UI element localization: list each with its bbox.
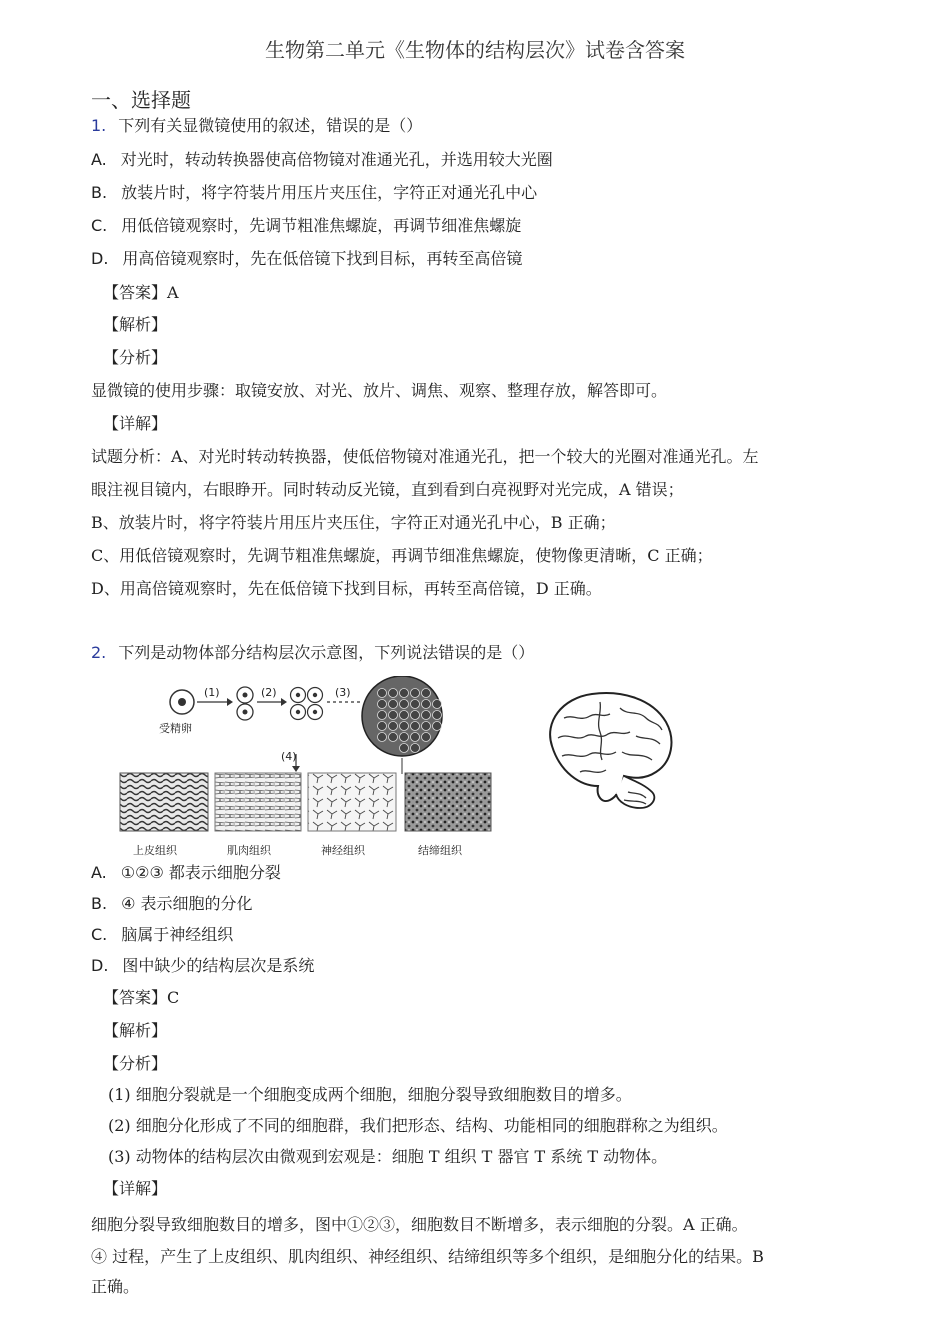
svg-text:(4): (4)	[281, 750, 297, 763]
analysis-heading: 【解析】	[103, 315, 168, 334]
svg-text:(1): (1)	[204, 686, 220, 699]
cluster-cell	[378, 689, 387, 698]
cluster-cell	[378, 722, 387, 731]
cluster-cell	[411, 689, 420, 698]
egg-label: 受精卵	[159, 722, 192, 735]
question-text: 下列是动物体部分结构层次示意图，下列说法错误的是（）	[118, 643, 535, 662]
connective-tissue-image	[405, 773, 491, 831]
structure-level-diagram	[115, 676, 495, 862]
answer: 【答案】A	[103, 283, 179, 302]
option-b: B. 放装片时，将字符装片用压片夹压住，字符正对通光孔中心	[91, 183, 538, 202]
svg-text:(3): (3)	[335, 686, 351, 699]
svg-text:(2): (2)	[261, 686, 277, 699]
option-c: C. 用低倍镜观察时，先调节粗准焦螺旋，再调节细准焦螺旋	[91, 216, 522, 235]
cluster-cell	[422, 689, 431, 698]
cluster-cell	[389, 733, 398, 742]
tissue-label: 神经组织	[321, 844, 365, 857]
fenxi-item: (3) 动物体的结构层次由微观到宏观是：细胞 T 组织 T 器官 T 系统 T 动物体。	[108, 1147, 668, 1166]
cluster-cell	[378, 733, 387, 742]
analysis-heading: 【解析】	[103, 1021, 168, 1040]
detail-line: 细胞分裂导致细胞数目的增多，图中①②③，细胞数目不断增多，表示细胞的分裂。A 正确。	[91, 1215, 748, 1234]
cluster-cell	[411, 722, 420, 731]
cluster-cell	[400, 700, 409, 709]
option-a: A. ①②③ 都表示细胞分裂	[91, 863, 281, 882]
detail-line: C、用低倍镜观察时，先调节粗准焦螺旋，再调节细准焦螺旋，使物像更清晰，C 正确；	[91, 546, 713, 565]
fertilized-egg-icon	[170, 690, 194, 714]
cluster-cell	[400, 722, 409, 731]
nervous-tissue-image	[308, 773, 396, 831]
detail-line: 眼注视目镜内，右眼睁开。同时转动反光镜，直到看到白亮视野对光完成，A 错误；	[91, 480, 684, 499]
fenxi-item: (2) 细胞分化形成了不同的细胞群，我们把形态、结构、功能相同的细胞群称之为组织。	[108, 1116, 728, 1135]
cluster-cell	[422, 711, 431, 720]
option-d: D. 图中缺少的结构层次是系统	[91, 956, 315, 975]
question-1	[91, 114, 422, 138]
page-title: 生物第二单元《生物体的结构层次》试卷含答案	[265, 38, 685, 62]
question-2	[91, 641, 534, 665]
detail-heading: 【详解】	[103, 1179, 168, 1198]
cluster-cell	[411, 744, 420, 753]
cell-cluster-icon	[362, 676, 442, 756]
epithelial-tissue-image	[120, 773, 208, 831]
fenxi-text: 显微镜的使用步骤：取镜安放、对光、放片、调焦、观察、整理存放，解答即可。	[91, 381, 668, 400]
option-d: D. 用高倍镜观察时，先在低倍镜下找到目标，再转至高倍镜	[91, 249, 523, 268]
cluster-cell	[422, 700, 431, 709]
brain-icon	[540, 688, 678, 814]
cluster-cell	[411, 711, 420, 720]
cluster-cell	[411, 700, 420, 709]
tissue-label: 上皮组织	[133, 844, 177, 857]
detail-line: ④ 过程，产生了上皮组织、肌肉组织、神经组织、结缔组织等多个组织，是细胞分化的结果。B	[91, 1247, 764, 1266]
detail-line: 试题分析：A、对光时转动转换器，使低倍物镜对准通光孔，把一个较大的光圈对准通光孔。左	[91, 447, 759, 466]
option-a: A. 对光时，转动转换器使高倍物镜对准通光孔，并选用较大光圈	[91, 150, 553, 169]
cluster-cell	[389, 722, 398, 731]
question-text: 下列有关显微镜使用的叙述，错误的是（）	[118, 116, 423, 135]
cluster-cell	[400, 711, 409, 720]
cluster-cell	[433, 722, 442, 731]
cluster-cell	[389, 711, 398, 720]
cluster-cell	[378, 700, 387, 709]
cluster-cell	[422, 733, 431, 742]
fenxi-item: (1) 细胞分裂就是一个细胞变成两个细胞，细胞分裂导致细胞数目的增多。	[108, 1085, 632, 1104]
cluster-cell	[378, 711, 387, 720]
detail-line: 正确。	[91, 1277, 140, 1296]
four-cells-icon	[291, 688, 323, 720]
fenxi-heading: 【分析】	[103, 1054, 168, 1073]
cluster-cell	[400, 689, 409, 698]
muscle-tissue-image	[215, 773, 301, 831]
question-number: 1.	[91, 116, 107, 135]
tissue-label: 结缔组织	[418, 844, 462, 857]
cluster-cell	[433, 711, 442, 720]
cluster-cell	[400, 744, 409, 753]
cluster-cell	[433, 700, 442, 709]
cluster-cell	[411, 733, 420, 742]
detail-line: B、放装片时，将字符装片用压片夹压住，字符正对通光孔中心，B 正确；	[91, 513, 616, 532]
option-c: C. 脑属于神经组织	[91, 925, 234, 944]
cluster-cell	[389, 689, 398, 698]
question-number: 2.	[91, 643, 107, 662]
cluster-cell	[389, 700, 398, 709]
two-cells-icon	[237, 687, 253, 720]
detail-line: D、用高倍镜观察时，先在低倍镜下找到目标，再转至高倍镜，D 正确。	[91, 579, 602, 598]
tissue-label: 肌肉组织	[227, 844, 271, 857]
detail-heading: 【详解】	[103, 414, 168, 433]
option-b: B. ④ 表示细胞的分化	[91, 894, 253, 913]
cluster-cell	[422, 722, 431, 731]
fenxi-heading: 【分析】	[103, 348, 168, 367]
cluster-cell	[400, 733, 409, 742]
answer: 【答案】C	[103, 988, 180, 1007]
section-heading: 一、选择题	[91, 88, 191, 112]
